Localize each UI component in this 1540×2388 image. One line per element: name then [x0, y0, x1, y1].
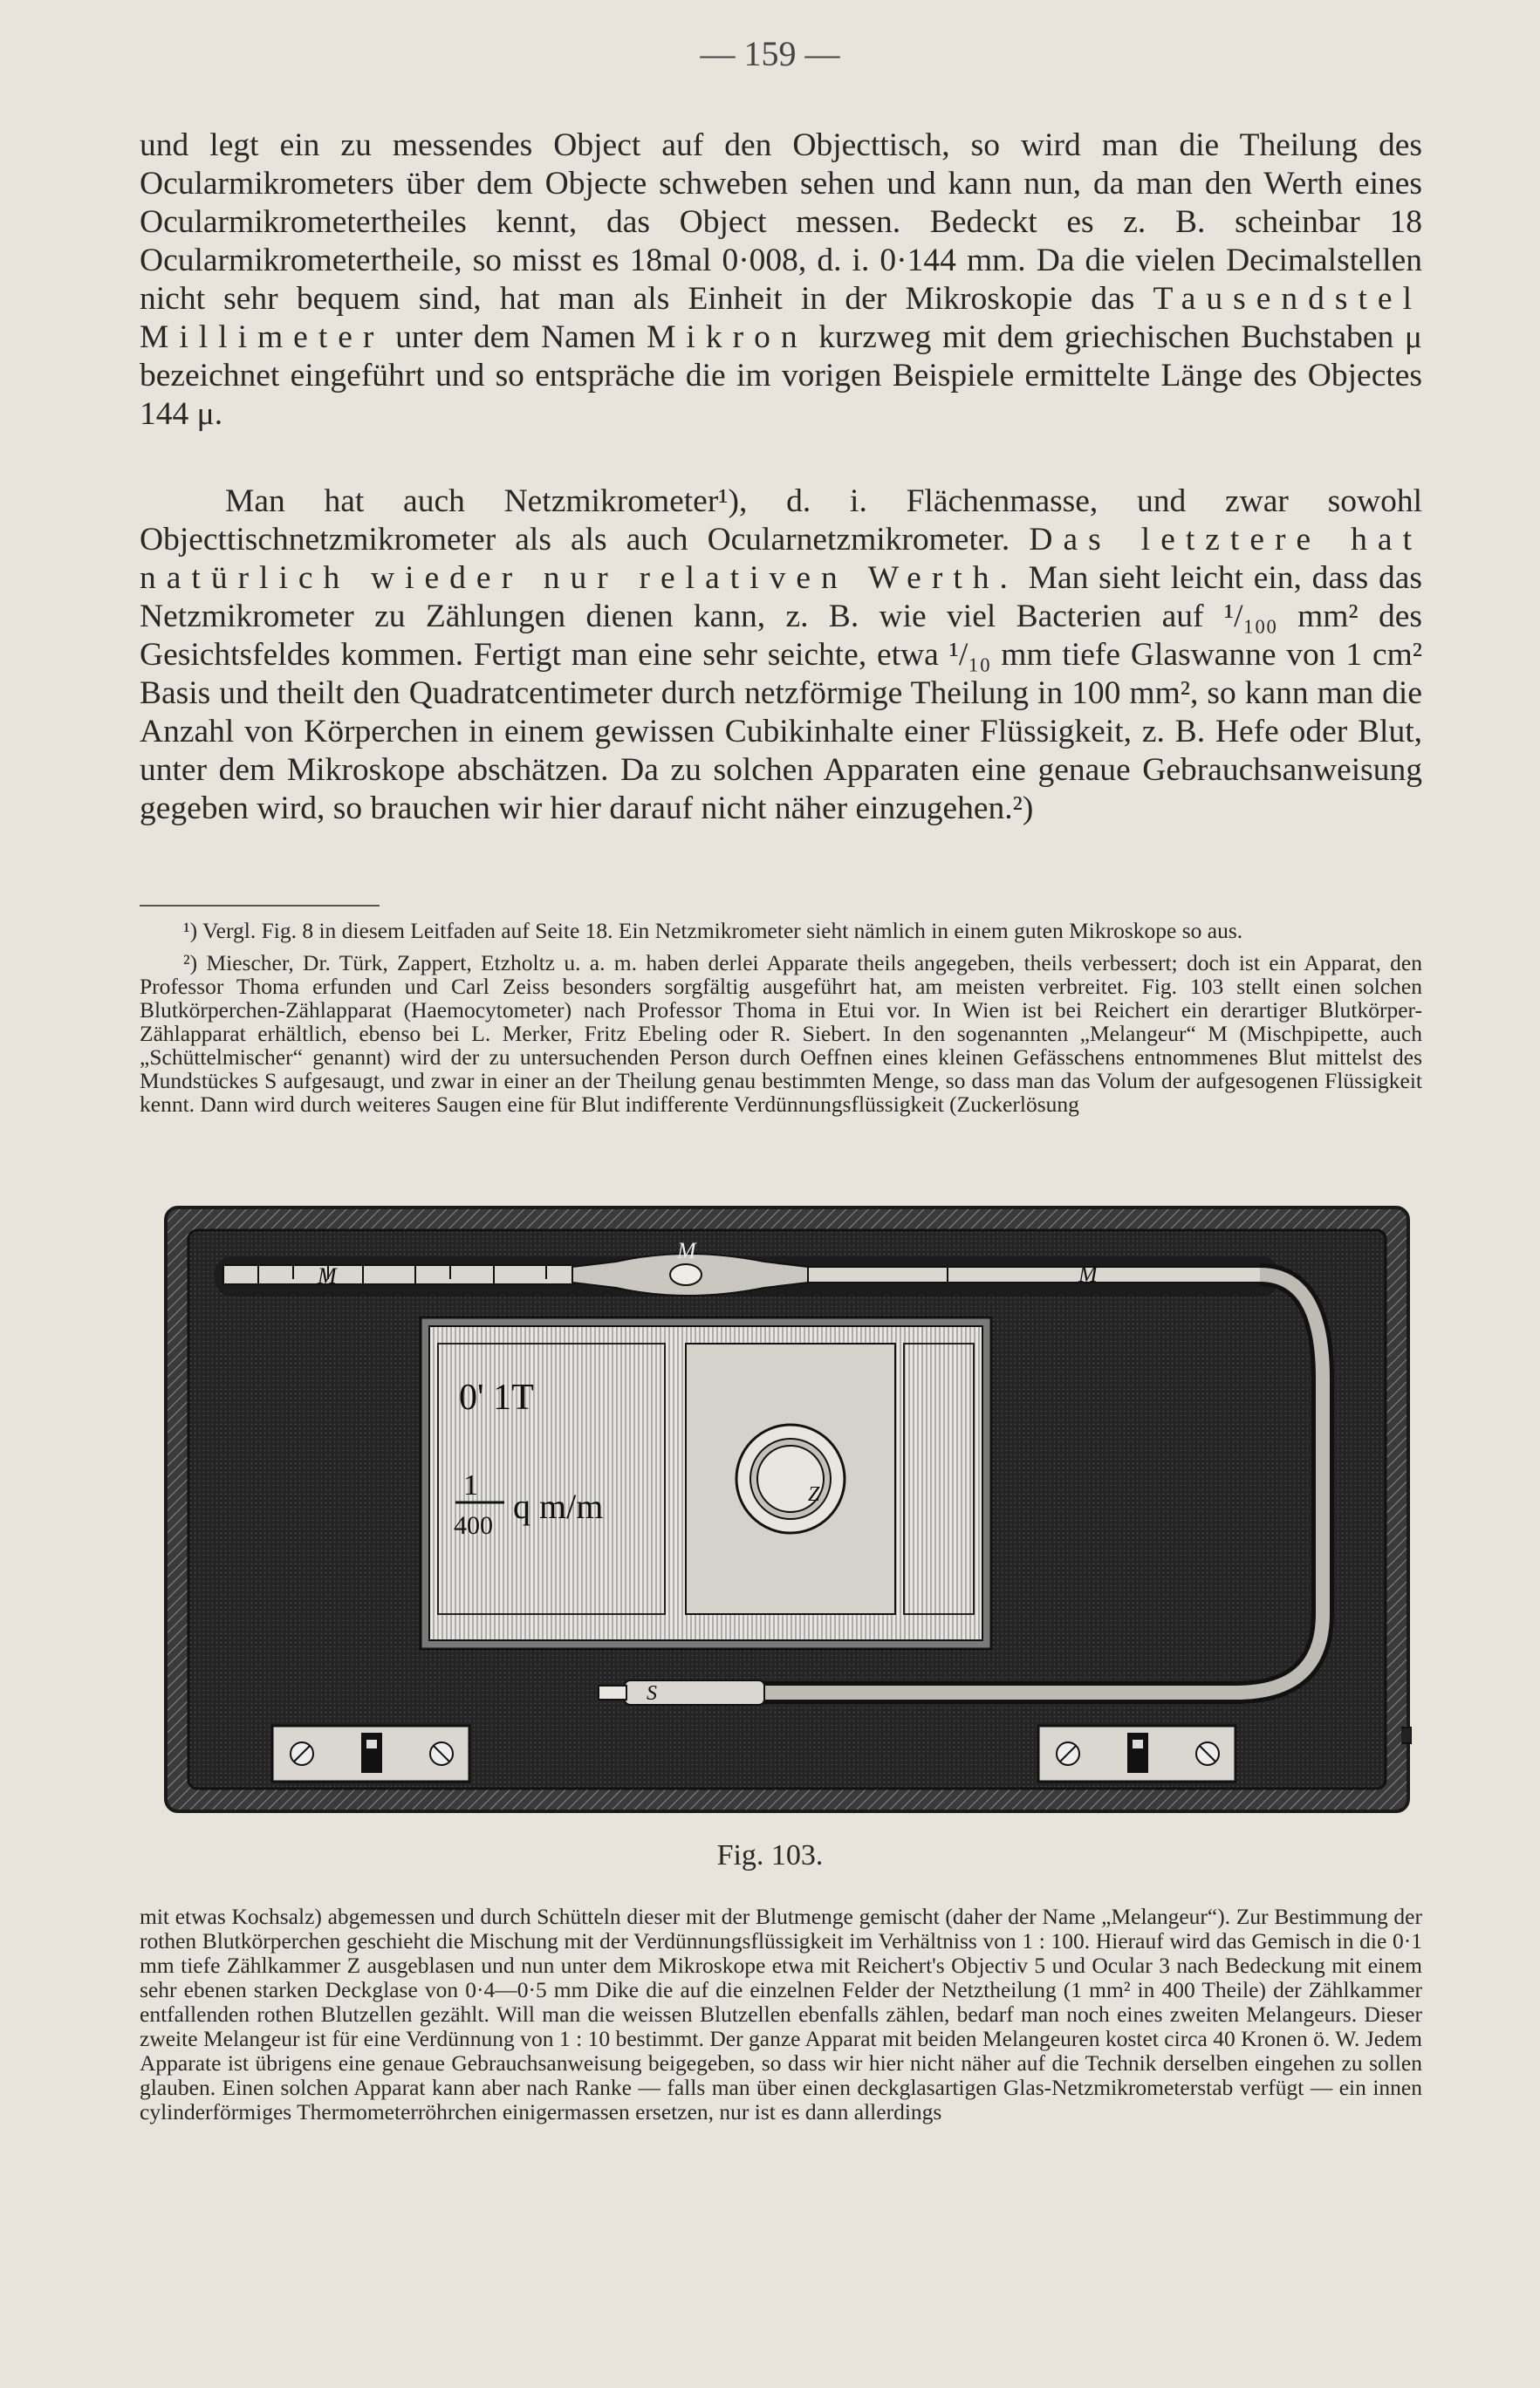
counting-chamber-slide [421, 1317, 991, 1649]
label-m-top: M [677, 1238, 696, 1263]
spaced-phrase-letztere: Das letztere hat natürlich wieder nur relativen Werth. [140, 522, 1422, 596]
paragraph-2-end: Man sieht leicht ein, dass das Netzmikrometer zu Zählungen dienen kann, z. B. wie viel Bacterien auf ¹/₁₀₀ mm² des Gesichtsfeldes kommen. Fertigt man eine sehr seichte, etwa ¹/₁₀ mm tiefe Glaswanne von 1 cm² Basis und theilt den Quadratcentimeter durch netzförmige Theilung in 100 mm², so kann man die Anzahl von Körperchen in einem gewissen Cubikinhalte einer Flüssigkeit, z. B. Hefe oder Blut, unter dem Mikroskope abschätzen. Da zu solchen Apparaten eine genaue Gebrauchsanweisung gegeben wird, so brauchen wir hier darauf nicht näher einzugehen.²) [140, 560, 1422, 826]
plate-fraction-den: 400 [454, 1511, 493, 1540]
page-number: — 159 — [700, 34, 840, 73]
figure-caption: Fig. 103. [716, 1839, 824, 1871]
spaced-term-tausendstel: Tausendstel Millimeter [140, 281, 1422, 355]
clasp-right [1038, 1726, 1235, 1782]
footnotes [140, 919, 1422, 1116]
paragraph-1-mid: unter dem Namen [395, 319, 636, 355]
label-z: Z [808, 1483, 820, 1506]
spaced-term-mikron: Mikron [647, 319, 808, 355]
clasp-left [272, 1726, 469, 1782]
figure-103-haemocytometer-case [162, 1204, 1412, 1815]
plate-unit: q m/m [513, 1487, 604, 1526]
label-s: S [647, 1682, 657, 1705]
paragraph-1-text: und legt ein zu messendes Object auf den Objecttisch, so wird man die Theilung des Ocularmikrometers über dem Objecte schweben sehen und kann nun, da man den Werth eines Ocularmikrometertheiles kennt, das Object messen. Bedeckt es z. B. scheinbar 18 Ocularmikrometertheile, so misst es 18mal 0·008, d. i. 0·144 mm. Da die vielen Decimalstellen nicht sehr bequem sind, hat man als Einheit in der Mikroskopie das [140, 127, 1422, 317]
footnote-1: ¹) Vergl. Fig. 8 in diesem Leitfaden auf Seite 18. Ein Netzmikrometer sieht nämlich in einem guten Mikroskope so aus. [183, 918, 1243, 943]
footnote-2: ²) Miescher, Dr. Türk, Zappert, Etzholtz u. a. m. haben derlei Apparate theils angegeben, theils verbessert; doch ist ein Apparat, den Professor Thoma erfunden und Carl Zeiss besonders sorgfältig ausgeführt hat, am meisten verbreitet. Fig. 103 stellt einen solchen Blutkörperchen-Zählapparat (Haemocytometer) nach Professor Thoma in Etui vor. In Wien ist bei Reichert ein derartiger Blutkörper-Zählapparat erhältlich, ebenso bei L. Merker, Fritz Ebeling oder R. Siebert. In den sogenannten „Melangeur“ M (Mischpipette, auch „Schüttelmischer“ genannt) wird der zu untersuchenden Person durch Oeffnen eines kleinen Gefässchens entnommenes Blut mittelst des Mundstückes S aufgesaugt, und zwar in einer an der Theilung genau bestimmten Menge, so dass man das Volum der aufgesogenen Flüssigkeit kennt. Dann wird durch weiteres Saugen eine für Blut indifferente Verdünnungsflüssigkeit (Zuckerlösung [140, 950, 1422, 1117]
case-hook [1401, 1728, 1412, 1743]
plate-line-1: 0' 1T [459, 1378, 534, 1418]
paragraph-1-end: kurzweg mit dem griechischen Buchstaben μ bezeichnet eingeführt und so entspräche die im vorigen Beispiele ermittelte Länge des Objectes 144 μ. [140, 319, 1423, 432]
paragraph-2-start: Man hat auch Netzmikrometer¹), d. i. Flächenmasse, und zwar sowohl Objecttischnetzmikrometer als als auch Ocularnetzmikrometer. [140, 483, 1422, 558]
label-m-left: M [318, 1263, 337, 1289]
label-m-right: M [1078, 1262, 1098, 1287]
footnote-rule [140, 905, 380, 907]
plate-fraction-num: 1 [463, 1469, 478, 1502]
paragraph-2 [140, 482, 1422, 828]
footnote-2-continuation: mit etwas Kochsalz) abgemessen und durch Schütteln dieser mit der Blutmenge gemischt (daher der Name „Melangeur“). Zur Bestimmung der rothen Blutkörperchen geschieht die Mischung mit der Verdünnungsflüssigkeit im Verhältniss von 1 : 100. Hierauf wird das Gemisch in die 0·1 mm tiefe Zählkammer Z ausgeblasen und nun unter dem Mikroskope etwa mit Reichert's Objectiv 5 und Ocular 3 nach Bedeckung mit einem sehr ebenen starken Deckglase von 0·4—0·5 mm Dike die auf die einzelnen Felder der Netztheilung (1 mm² in 400 Theile) der Zählkammer entfallenden rothen Blutzellen gezählt. Will man die weissen Blutzellen ebenfalls zählen, bedarf man noch eines zweiten Melangeurs. Dieser zweite Melangeur ist für eine Verdünnung von 1 : 10 bestimmt. Der ganze Apparat mit beiden Melangeuren kostet circa 40 Kronen ö. W. Jedem Apparate ist übrigens eine genaue Gebrauchsanweisung beigegeben, so dass wir hier nicht näher auf die Technik derselben eingehen zu sollen glauben. Einen solchen Apparat kann aber nach Ranke — falls man über einen deckglasartigen Glas-Netzmikrometerstab verfügt — ein innen cylinderförmiges Thermometerröhrchen einigermassen ersetzen, nur ist es dann allerdings [140, 1904, 1422, 2125]
haemocytometer-illustration [162, 1204, 1412, 1815]
paragraph-1 [140, 127, 1422, 434]
